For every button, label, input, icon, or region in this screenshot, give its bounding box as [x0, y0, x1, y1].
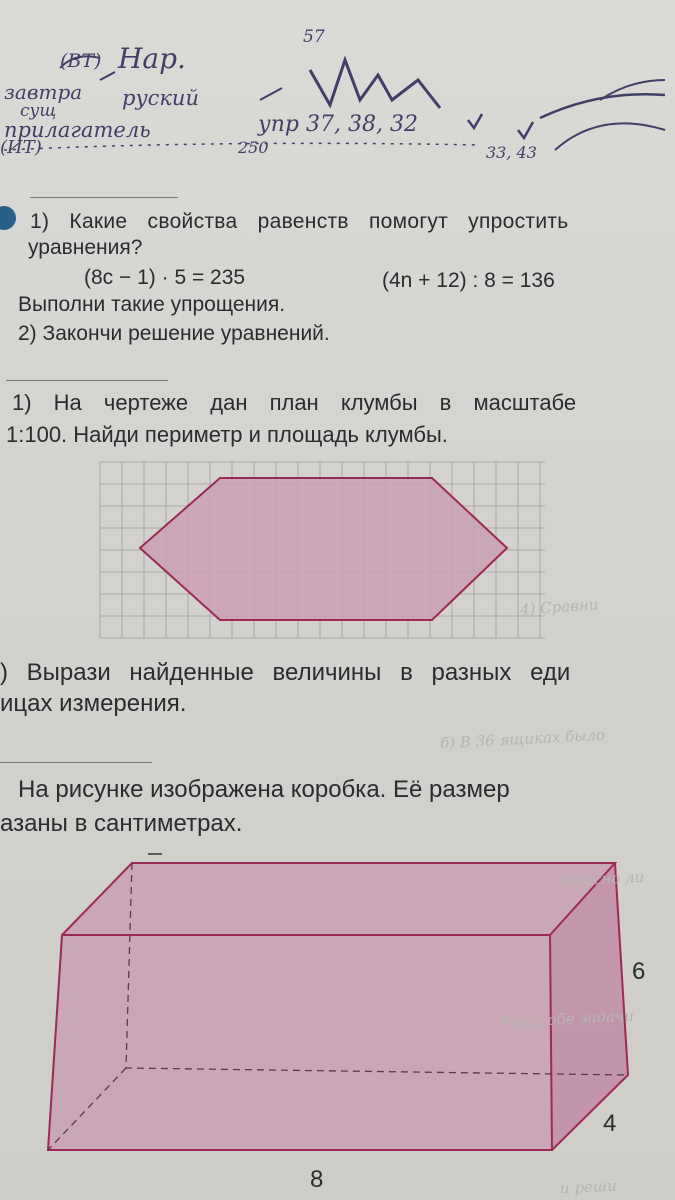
task2-part1-line1: 1) На чертеже дан план клумбы в масштабе — [12, 390, 577, 415]
task2-part2-line1: ) Вырази найденные величины в разных еди — [0, 659, 571, 686]
bleed-through-text: б) В 36 ящиках было — [439, 725, 606, 753]
task1-part2: 2) Закончи решение уравнений. — [18, 322, 330, 345]
handwritten-note: упр 37, 38, 32 — [258, 112, 418, 137]
handwritten-page-number: 57 — [303, 27, 325, 47]
task2-part1-line2: 1:100. Найди периметр и площадь клумбы. — [6, 422, 448, 447]
handwritten-note: сущ — [20, 101, 57, 121]
handwritten-note: 33, 43 — [486, 143, 537, 162]
bleed-through-text: Можно ли — [559, 867, 645, 891]
task3-line2: азаны в сантиметрах. — [0, 810, 243, 837]
task2-part2-line2: ицах измерения. — [0, 690, 187, 717]
box-top-face — [62, 863, 615, 935]
task3-line1: На рисунке изображена коробка. Её размер — [18, 776, 510, 803]
bleed-through-text: Реши обе задачи — [499, 1006, 635, 1032]
handwritten-note: руский — [122, 86, 199, 110]
box-length-label: 8 — [310, 1166, 324, 1193]
bleed-through-text: 4) Сравни — [519, 595, 600, 619]
handwritten-note: (ВТ) — [60, 50, 102, 72]
task1-instruction: Выполни такие упрощения. — [18, 293, 286, 316]
equation-2: (4n + 12) : 8 = 136 — [382, 269, 555, 292]
bleed-through-text: и реши — [559, 1176, 618, 1198]
handwritten-note: завтра — [4, 80, 83, 104]
task1-part1-cont: уравнения? — [28, 236, 143, 259]
handwritten-note: Нар. — [118, 42, 186, 75]
handwritten-note: (ИТ) — [0, 137, 42, 158]
task1-part1: 1) Какие свойства равенств помогут упростить — [30, 210, 569, 233]
box-depth-label: 4 — [603, 1110, 617, 1137]
box-height-label: 6 — [632, 958, 646, 985]
equation-1: (8с − 1) · 5 = 235 — [84, 266, 246, 289]
box-front-face — [48, 935, 552, 1150]
handwritten-note: 250 — [238, 138, 269, 157]
handwritten-note: прилагатель — [4, 118, 151, 142]
